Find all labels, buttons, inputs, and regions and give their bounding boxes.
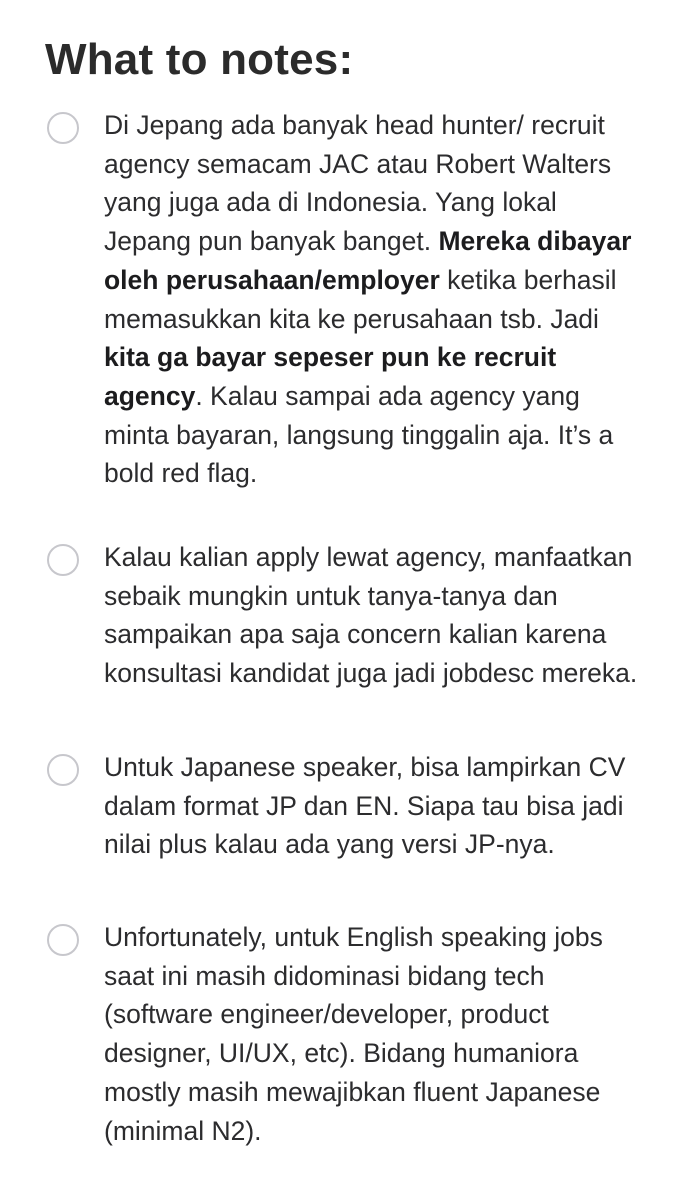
checkbox-circle-icon[interactable] [47, 924, 79, 956]
bold-text-segment: kita ga bayar sepeser pun ke recruit agency [104, 342, 557, 411]
checkbox-circle-icon[interactable] [47, 544, 79, 576]
bold-text-segment: Mereka dibayar oleh perusahaan/employer [104, 226, 632, 295]
checklist-item-text[interactable] [104, 748, 644, 864]
text-segment: . Kalau sampai ada agency yang minta bayaran, langsung tinggalin aja. It’s a bold red flag. [104, 380, 614, 489]
checkbox-circle-icon[interactable] [47, 754, 79, 786]
text-segment: Di Jepang ada banyak head hunter/ recruit agency semacam JAC atau Robert Walters yang juga ada di Indonesia. Yang lokal Jepang pun banyak banget. [104, 110, 612, 257]
checkbox-circle-icon[interactable] [47, 112, 79, 144]
checklist-item-text[interactable] [104, 918, 644, 1150]
checklist-item-text[interactable] [104, 106, 644, 493]
text-segment: Unfortunately, untuk English speaking jobs saat ini masih didominasi bidang tech (software engineer/developer, product designer, UI/UX, etc). Bidang humaniora mostly masih mewajibkan fluent Japanese (minimal N2). [104, 922, 603, 1146]
text-segment: Kalau kalian apply lewat agency, manfaatkan sebaik mungkin untuk tanya-tanya dan sampaikan apa saja concern kalian karena konsultasi kandidat juga jadi jobdesc mereka. [104, 542, 638, 689]
text-segment: ketika berhasil memasukkan kita ke perusahaan tsb. Jadi [104, 264, 617, 334]
checklist-item-text[interactable] [104, 538, 644, 693]
text-segment: Untuk Japanese speaker, bisa lampirkan CV dalam format JP dan EN. Siapa tau bisa jadi nilai plus kalau ada yang versi JP-nya. [104, 752, 626, 860]
note-title: What to notes: [45, 35, 354, 84]
